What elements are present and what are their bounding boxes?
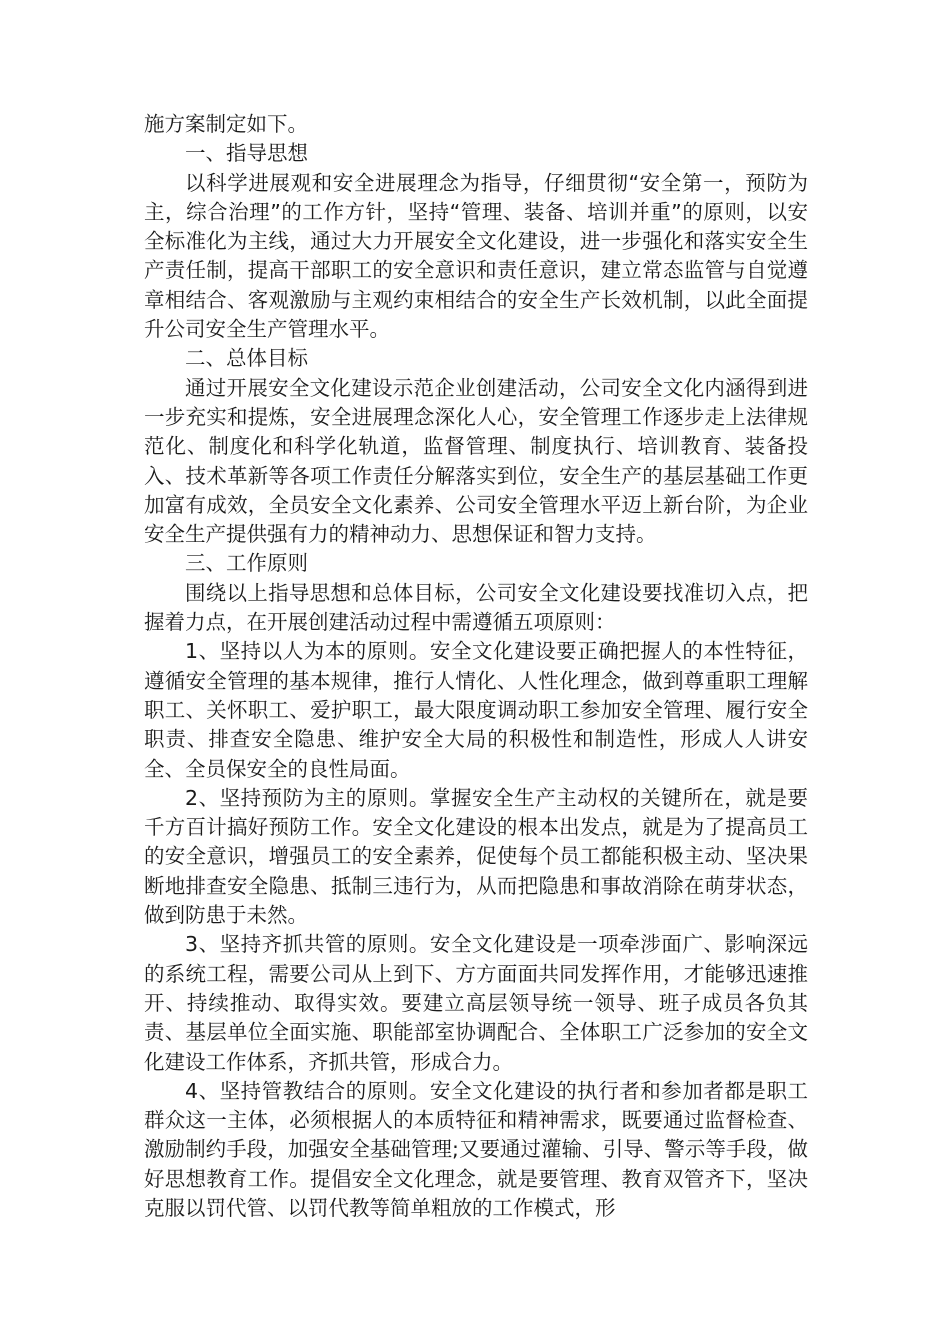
principle-paragraph-1: 1、坚持以人为本的原则。安全文化建设要正确把握人的本性特征，遵循安全管理的基本规律，推行人情化、人性化理念，做到尊重职工理解职工、关怀职工、爱护职工，最大限度调动职工参加安全管理、履行安全职责、排查安全隐患、维护安全大局的积极性和制造性，形成人人讲安全、全员保安全的良性局面。 [144, 639, 808, 781]
principle-paragraph-4: 4、坚持管教结合的原则。安全文化建设的执行者和参加者都是职工群众这一主体，必须根据人的本质特征和精神需求，既要通过监督检查、激励制约手段，加强安全基础管理;又要通过灌输、引导、警示等手段，做好思想教育工作。提倡安全文化理念，就是要管理、教育双管齐下，坚决克服以罚代管、以罚代教等简单粗放的工作模式，形 [144, 1078, 808, 1220]
principle-paragraph-2: 2、坚持预防为主的原则。掌握安全生产主动权的关键所在，就是要千方百计搞好预防工作。安全文化建设的根本出发点，就是为了提高员工的安全意识，增强员工的安全素养，促使每个员工都能积极主动、坚决果断地排查安全隐患、抵制三违行为，从而把隐患和事故消除在萌芽状态，做到防患于未然。 [144, 785, 808, 928]
section-heading-guiding-ideology: 一、指导思想 [185, 141, 308, 166]
section-heading-work-principles: 三、工作原则 [185, 551, 308, 576]
principle-paragraph-3: 3、坚持齐抓共管的原则。安全文化建设是一项牵涉面广、影响深远的系统工程，需要公司从上到下、方方面面共同发挥作用，才能够迅速推开、持续推动、取得实效。要建立高层领导统一领导、班子成员各负其责、基层单位全面实施、职能部室协调配合、全体职工广泛参加的安全文化建设工作体系，齐抓共管，形成合力。 [144, 932, 808, 1074]
section-body-guiding-ideology: 以科学进展观和安全进展理念为指导，仔细贯彻“安全第一，预防为主，综合治理”的工作方针，坚持“管理、装备、培训并重”的原则，以安全标准化为主线，通过大力开展安全文化建设，进一步强化和落实安全生产责任制，提高干部职工的安全意识和责任意识，建立常态监管与自觉遵章相结合、客观激励与主观约束相结合的安全生产长效机制，以此全面提升公司安全生产管理水平。 [144, 170, 808, 342]
section-body-overall-goals: 通过开展安全文化建设示范企业创建活动，公司安全文化内涵得到进一步充实和提炼，安全进展理念深化人心，安全管理工作逐步走上法律规范化、制度化和科学化轨道，监督管理、制度执行、培训教育、装备投入、技术革新等各项工作责任分解落实到位，安全生产的基层基础工作更加富有成效，全员安全文化素养、公司安全管理水平迈上新台阶，为企业安全生产提供强有力的精神动力、思想保证和智力支持。 [144, 375, 808, 547]
continuation-text: 施方案制定如下。 [144, 112, 308, 136]
document-page [144, 110, 808, 1223]
section-heading-overall-goals: 二、总体目标 [185, 346, 308, 371]
section-body-work-principles: 围绕以上指导思想和总体目标，公司安全文化建设要找准切入点，把握着力点，在开展创建活动过程中需遵循五项原则： [144, 580, 808, 635]
